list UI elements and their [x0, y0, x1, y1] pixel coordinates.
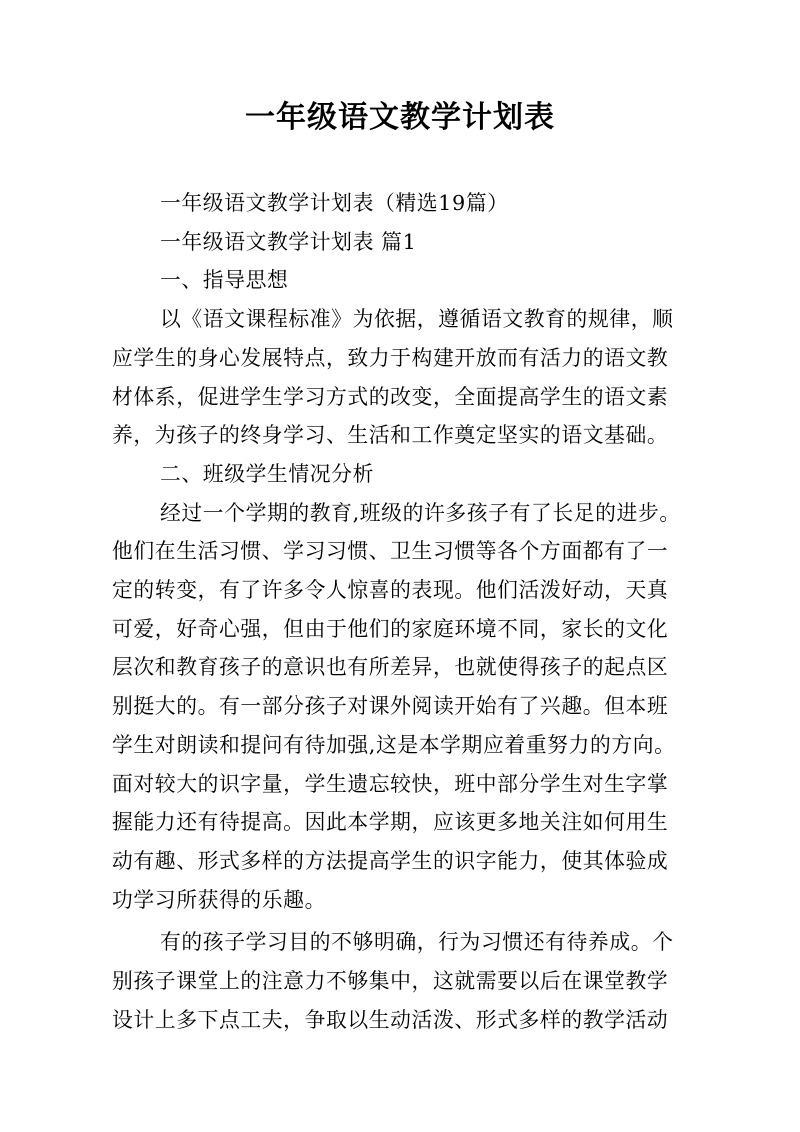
text-line: 别孩子课堂上的注意力不够集中，这就需要以后在课堂教学	[112, 969, 669, 994]
text-line: 别挺大的。有一部分孩子对课外阅读开始有了兴趣。但本班	[112, 694, 669, 719]
section-heading: 一年级语文教学计划表 篇1	[160, 229, 417, 254]
document-title: 一年级语文教学计划表	[245, 100, 555, 135]
text-line: 定的转变，有了许多令人惊喜的表现。他们活泼好动，天真	[112, 578, 669, 603]
text-line: 材体系，促进学生学习方式的改变，全面提高学生的语文素	[112, 384, 669, 409]
text-line: 应学生的身心发展特点，致力于构建开放而有活力的语文教	[112, 345, 669, 370]
text-line: 养，为孩子的终身学习、生活和工作奠定坚实的语文基础。	[112, 423, 669, 448]
document-body	[112, 184, 700, 1039]
text-line: 握能力还有待提高。因此本学期，应该更多地关注如何用生	[112, 810, 669, 835]
text-line: 可爱，好奇心强，但由于他们的家庭环境不同，家长的文化	[112, 616, 669, 641]
paragraph-learning-habits	[112, 923, 700, 1039]
text-line: 层次和教育孩子的意识也有所差异，也就使得孩子的起点区	[112, 655, 669, 680]
heading-class-analysis: 二、班级学生情况分析	[160, 461, 374, 486]
text-line: 功学习所获得的乐趣。	[112, 887, 326, 912]
text-line: 他们在生活习惯、学习习惯、卫生习惯等各个方面都有了一	[112, 539, 669, 564]
text-line: 经过一个学期的教育,班级的许多孩子有了长足的进步。	[160, 500, 681, 525]
document-subtitle: 一年级语文教学计划表（精选19篇）	[160, 191, 509, 215]
text-line: 设计上多下点工夫，争取以生动活泼、形式多样的教学活动	[112, 1007, 669, 1032]
paragraph-class-analysis	[112, 494, 700, 920]
text-line: 学生对朗读和提问有待加强,这是本学期应着重努力的方向。	[112, 732, 676, 757]
text-line: 以《语文课程标准》为依据，遵循语文教育的规律，顺	[160, 307, 674, 332]
heading-guiding-ideology: 一、指导思想	[160, 268, 289, 293]
paragraph-guiding-ideology	[112, 300, 700, 455]
text-line: 动有趣、形式多样的方法提高学生的识字能力，使其体验成	[112, 848, 669, 873]
text-line: 有的孩子学习目的不够明确，行为习惯还有待养成。个	[160, 930, 674, 955]
text-line: 面对较大的识字量，学生遗忘较快，班中部分学生对生字掌	[112, 771, 669, 796]
